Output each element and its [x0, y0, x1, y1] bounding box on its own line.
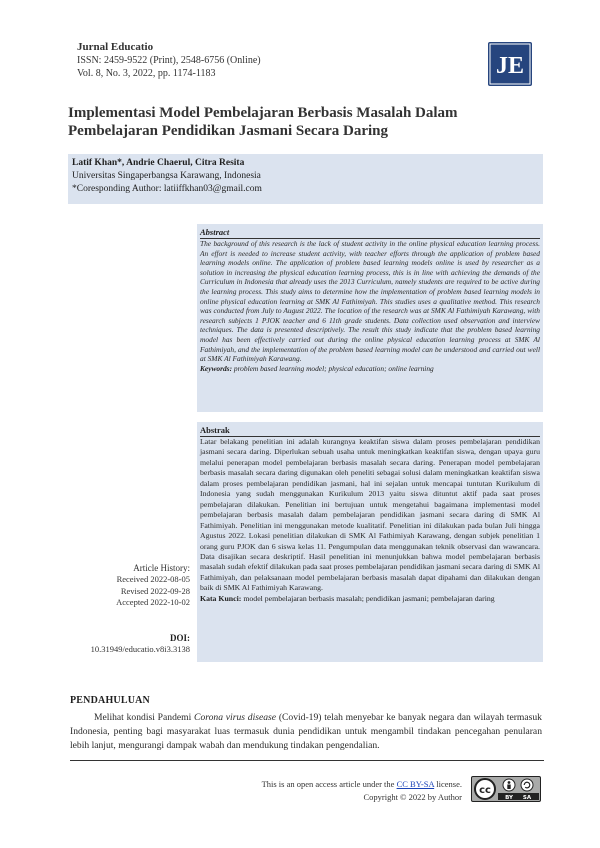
- logo-text: JE: [495, 53, 525, 79]
- kata-kunci-text: model pembelajaran berbasis masalah; pendidikan jasmani; pembelajaran daring: [243, 593, 495, 603]
- journal-name: Jurnal Educatio: [77, 41, 154, 53]
- keywords-text: problem based learning model; physical education; online learning: [233, 363, 434, 373]
- title-line-2: Pembelajaran Pendidikan Jasmani Secara Daring: [68, 123, 389, 139]
- license-footer: [200, 778, 462, 804]
- title-line-1: Implementasi Model Pembelajaran Berbasis Masalah Dalam: [68, 105, 458, 121]
- intro-text-1: Melihat kondisi Pandemi: [94, 712, 195, 723]
- journal-logo: [488, 42, 532, 86]
- intro-paragraph: [70, 711, 542, 753]
- keywords-label: Keywords:: [200, 363, 233, 373]
- by-label: BY: [505, 795, 513, 801]
- doi-label: DOI:: [170, 633, 190, 643]
- abstrak-text: Latar belakang penelitian ini adalah kurangnya keaktifan siswa dalam proses pembelajaran pendidikan jasmani secara daring. Diperlukan sebuah usaha untuk meningkatkan keaktifan siswa, dengan upaya guru melalui penerapan model pembelajaran berbasis masalah secara daring. Penerapan model pembelajaran berbasis masalah secara daring digunakan oleh peneliti sebagai solusi dalam meningkatkan keaktifan siswa dalam proses pembelajaran pendidikan jasmani, hal ini sejalan untuk mencapai tuntutan Kurikulum di Indonesia yang sudah menggunakan Kurikulum 2013 yaitu siswa dituntut aktif pada saat proses pembelajaran dilakukan. Penelitian ini bertujuan untuk mengetahui bagaimana implementasi model pembelajaran berbasis masalah dalam pembelajaran pendidikan jasmani secara daring di SMK Al Fathimiyah. Penelitian ini menggunakan metode kualitatif. Penelitian ini dilakukan pada bulan Juli hingga Agustus 2022. Lokasi penelitian dilakukan di SMK Al Fathimiyah Karawang, dengan subjek penelitian 1 orang guru PJOK dan 6 siswa kelas 11. Pengumpulan data menggunakan teknik observasi dan wawancara. Data disajikan secara deskriptif. Hasil penelitian ini menunjukkan bahwa model pembelajaran berbasis masalah sudah efektif dilakukan pada saat proses pembelajaran pendidikan jasmani secara daring di SMK Al Fathimiyah, dan pelaksanaan model pembelajaran berbasis masalah dapat dipahami dan dilakukan dengan baik di SMK Al Fathimiyah Karawang.: [200, 437, 540, 593]
- kata-kunci: [200, 594, 540, 604]
- sa-label: SA: [522, 795, 532, 801]
- accepted-date: Accepted 2022-10-02: [116, 597, 190, 607]
- journal-header: [77, 40, 537, 80]
- abstract-english: [197, 224, 543, 412]
- footer-divider: [70, 760, 544, 761]
- license-text-2: license.: [434, 779, 462, 789]
- history-title: Article History:: [133, 563, 190, 573]
- cc-license-badge[interactable]: [471, 776, 541, 802]
- issn: ISSN: 2459-9522 (Print), 2548-6756 (Online): [77, 55, 261, 66]
- article-history: [70, 562, 190, 609]
- svg-text:cc: cc: [479, 785, 491, 796]
- keywords: [200, 364, 540, 374]
- doi-block: [70, 632, 190, 655]
- volume-info: Vol. 8, No. 3, 2022, pp. 1174-1183: [77, 68, 216, 79]
- received-date: Received 2022-08-05: [116, 574, 190, 584]
- intro-text-2: (Covid-19) telah menyebar ke banyak negara dan wilayah termasuk Indonesia, penting bagi masyarakat luas termasuk dunia pendidikan untuk mengambil tindakan pencegahan penularan lebih lanjut, mengurangi dampak wabah dan mendukung tindakan pengendalian.: [70, 712, 542, 751]
- revised-date: Revised 2022-09-28: [120, 585, 190, 596]
- sa-icon: [521, 779, 533, 791]
- author-names: Latif Khan*, Andrie Chaerul, Citra Resita: [72, 158, 245, 168]
- authors-box: [68, 154, 543, 204]
- paper-title: [68, 104, 538, 140]
- license-text-1: This is an open access article under the: [261, 779, 397, 789]
- intro-text-italic: Corona virus disease: [194, 712, 277, 723]
- corresponding-author: *Coresponding Author: latiiffkhan03@gmail.com: [72, 184, 262, 194]
- kata-kunci-label: Kata Kunci:: [200, 593, 242, 603]
- abstract-text: The background of this research is the lack of student activity in the online physical education learning process. An effort is needed to increase student activity, with teacher efforts through the application of problem based learning models online. The application of problem based learning models online is used by researcher as a solution in increasing the physical education learning process, this is in line with achieving the demands of the Curriculum in Indonesia that already uses the 2013 Curriculum, namely students are required to be active during the learning process. This study aims to determine how the implementation of problem based learning models in online physical education learning at SMK Al Fathimiyah. This studies uses a qualitative method. This research was conducted from July to August 2022. The location of the research was at SMK Al Fathimiyah Karawang, with research subjects 1 PJOK teacher and 6 11th grade students. Data collection used observation and interview techniques. The data is presented descriptively. The result this study indicate that the problem based learning model has been effectively carried out during the online physical education learning process at SMK Al Fathimiyah, and the implementation of the problem based learning model can be understood and carried out well at SMK Al Fathimiyah Karawang.: [200, 239, 540, 364]
- copyright: Copyright © 2022 by Author: [363, 792, 462, 802]
- abstract-heading: Abstract: [200, 226, 540, 239]
- abstract-indonesian: [197, 422, 543, 662]
- doi-value[interactable]: 10.31949/educatio.v8i3.3138: [90, 644, 190, 654]
- abstrak-heading: Abstrak: [200, 424, 540, 437]
- license-link[interactable]: CC BY-SA: [396, 779, 435, 789]
- affiliation: Universitas Singaperbangsa Karawang, Indonesia: [72, 171, 261, 181]
- license-line: [200, 778, 462, 791]
- section-heading: PENDAHULUAN: [70, 695, 150, 706]
